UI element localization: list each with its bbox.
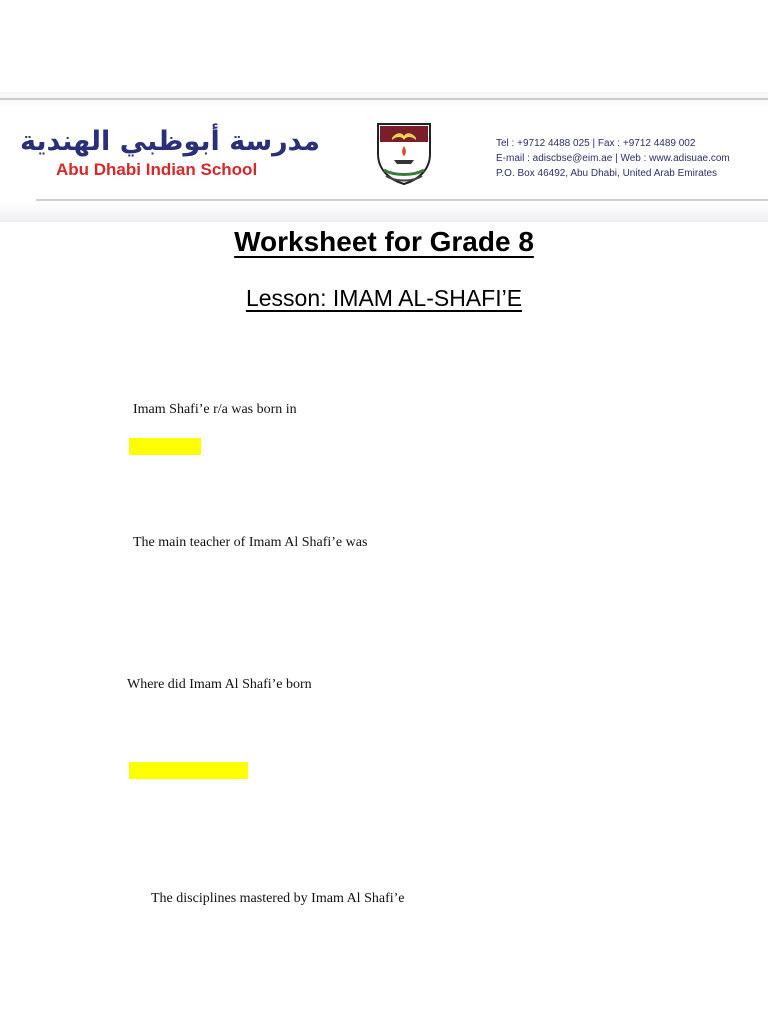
contact-address: P.O. Box 46492, Abu Dhabi, United Arab Emirates xyxy=(496,168,718,179)
school-name-english: Abu Dhabi Indian School xyxy=(56,160,258,179)
answer-highlight-1 xyxy=(129,438,201,455)
question-3: Where did Imam Al Shafi’e born xyxy=(127,677,312,692)
answer-highlight-3 xyxy=(129,762,248,779)
contact-email-web: E-mail : adiscbse@eim.ae | Web : www.adisuae.com xyxy=(496,153,730,164)
letterhead xyxy=(0,92,768,222)
school-name-arabic: مدرسة أبوظبي الهندية xyxy=(19,126,320,157)
school-crest-icon xyxy=(374,120,434,186)
question-1: Imam Shafi’e r/a was born in xyxy=(133,402,297,417)
letterhead-bottom-rule xyxy=(36,199,768,201)
question-2: The main teacher of Imam Al Shafi’e was xyxy=(133,535,368,550)
school-contact-info xyxy=(496,136,730,181)
contact-phone-fax: Tel : +9712 4488 025 | Fax : +9712 4489 002 xyxy=(496,138,696,149)
lesson-title-row xyxy=(0,285,768,312)
worksheet-title-row xyxy=(0,226,768,258)
worksheet-title: Worksheet for Grade 8 xyxy=(234,226,534,257)
lesson-title: Lesson: IMAM AL-SHAFI’E xyxy=(245,285,523,311)
question-4: The disciplines mastered by Imam Al Shafi’e xyxy=(151,891,405,906)
letterhead-top-rule xyxy=(0,98,768,100)
